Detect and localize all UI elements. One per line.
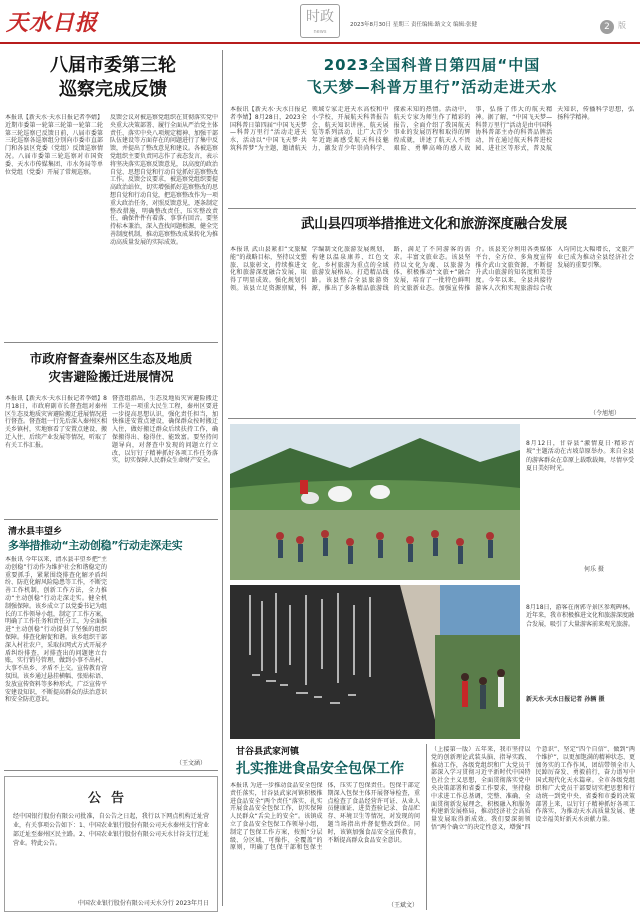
article-title-science-day bbox=[230, 54, 634, 98]
title-line-2: 飞天梦—科普万里行”活动走进天水 bbox=[306, 78, 558, 96]
photo-graphic bbox=[230, 424, 520, 580]
date-line: 2023年8月30日 星期三 责任编辑:路文文 编辑:张健 bbox=[350, 22, 477, 28]
article-body: 本报讯【新天水·天水日报记者李婧】8月28日，2023全国科普日第四届“中国飞天梦—科普万里行”活动走进天水，活动以“中国飞天梦·共筑科普梦”为主题，邀请航天领域专家走进天水高校和中小学校，开展航天科普报告会、航天知识讲座、航天展览等系列活动，让广大青少年近距离感受航天科技魅力，激发青少年崇尚科学、探索未知的热情。活动中，航天专家为师生作了精彩的报告，全面介绍了我国航天事业的发展历程和取得的辉煌成就，讲述了航天人不畏艰险、勇攀高峰的感人故事，弘扬了伟大的航天精神。据了解，“中国飞天梦—科普万里行”活动是由中国科协科普部主办的科普品牌活动，旨在通过航天科普进校园、进社区等形式，普及航天知识，传播科学思想，弘扬科学精神。 bbox=[230, 106, 634, 152]
notice-signature: 中国农业银行股份有限公司天水分行 2023年月日 bbox=[77, 900, 209, 907]
newspaper-logo: 天水日报 bbox=[6, 10, 99, 36]
article-title-food-safety: 扎实推进食品安全包保工作 bbox=[236, 761, 404, 777]
photo-credit: 何乐 摄 bbox=[584, 566, 604, 573]
section-badge bbox=[300, 4, 340, 38]
article-body: 本报讯 今年以来，清水县丰望乡把“主动创稳”行动作为维护社会和谐稳定的重要抓手，紧紧围绕排查化解矛盾纠纷、防范化解风险隐患等工作，不断完善工作机制，创新工作方法，全力推动“主动创稳”行动走深走实。健全机制强保障。该乡成立了以党委书记为组长的工作领导小组，制定了工作方案，明确了工作任务和责任分工，为全面推进“主动创稳”行动提供了坚强的组织保障。排查化解促和谐。该乡组织干部深入村社农户，采取拉网式方式开展矛盾纠纷排查，对排查出的问题建立台账，实行销号管理，做到小事不出村、大事不出乡、矛盾不上交。宣传教育营氛围。该乡通过悬挂横幅、张贴标语、发放宣传资料等多种形式，广泛宣传平安建设知识，不断提高群众的法治意识和安全防范意识。 bbox=[5, 556, 107, 704]
article-lead: 本报讯【新天水·天水日报记者李婧】近期市委第一轮第三轮第一轮第二轮第三轮巡察已反馈日前，八届市委第三轮巡察各巡察组分别向市委市直部门和各县区党委（党组）反馈巡察情况。八届市委第三轮巡察对市国资委、天水市传媒集团、市水务局等单位党组（党委）开展了常规巡察。 bbox=[5, 114, 103, 176]
article-kicker: 清水县丰望乡 bbox=[8, 527, 63, 537]
photo-credit: 新天水·天水日报记者 孙辆 摄 bbox=[526, 696, 605, 703]
stele-forest-photo bbox=[230, 585, 520, 739]
article-author: （令旭旭） bbox=[590, 410, 621, 417]
article-author: （王文涵） bbox=[176, 760, 207, 767]
article-author: （王斌文） bbox=[388, 902, 419, 909]
divider bbox=[4, 342, 218, 343]
article-title-wushan: 武山县四项举措推进文化和旅游深度融合发展 bbox=[301, 216, 567, 232]
divider bbox=[4, 770, 218, 771]
article-body: 督查组指出，生态及地质灾害避险搬迁工作是一项重大民生工程，秦州区要进一步提高思想认识，强化责任担当，加快推进安置点建设，确保群众按时搬迁入住，做好搬迁群众后续扶持工作，确保搬得出、稳得住、能致富。要坚持问题导向，对督查中发现的问题立行立改，以钉钉子精神抓好各项工作任务落实，切实保障人民群众生命财产安全。 bbox=[112, 395, 218, 465]
page-number: 2 bbox=[600, 20, 614, 34]
title-line-1: 八届市委第三轮 bbox=[50, 55, 176, 76]
column-divider bbox=[222, 50, 223, 906]
article-body-continued bbox=[112, 556, 218, 756]
article-kicker: 甘谷县武家河镇 bbox=[236, 747, 300, 757]
article-lead: 本报讯【新天水·天水日报记者李婧】8月18日，市政府副市长督查组对秦州区生态及地质灾害避险搬迁进展情况进行督查。督查组一行先后深入秦州区相关乡镇村，实地察看了安置点建设、搬迁入住、后续产业发展等情况，听取了有关工作汇报。 bbox=[5, 395, 107, 449]
article-body: 本报讯 武山县紧扣“文旅赋能”的战略目标，坚持以文塑旅、以旅彰文，持续推进文化和旅游深度融合发展，取得了明显成效。强化规划引领。该县立足资源禀赋，科学编制文化旅游发展规划，构建以温泉康养、红色文化、乡村旅游为重点的全域旅游发展格局。打造精品线路。该县整合全县旅游资源，推出了多条精品旅游线路，满足了不同游客的需求。丰富文旅业态。该县坚持以文化为魂、以旅游为体，积极推动“文旅+”融合发展，培育了一批特色鲜明的文旅新业态。加强宣传推介。该县充分利用各类媒体平台，全方位、多角度宣传推介武山文旅资源，不断提升武山旅游的知名度和美誉度。今年以来，全县共接待游客人次和实现旅游综合收入均同比大幅增长，文旅产业已成为推动全县经济社会发展的重要引擎。 bbox=[230, 246, 634, 292]
title-line-1: 2023全国科普日第四届“中国 bbox=[323, 56, 541, 74]
title-line-2: 灾害避险搬迁进展情况 bbox=[48, 369, 174, 384]
article-title-inspection bbox=[18, 54, 208, 102]
title-line-2: 巡察完成反馈 bbox=[59, 79, 167, 100]
divider bbox=[426, 744, 427, 910]
photo-graphic bbox=[230, 585, 520, 739]
notice-heading: 公告 bbox=[87, 791, 134, 806]
continued-article-body: （上接第一版）五年来，我市坚持以党的创新理论武装头脑、指导实践、推动工作，各级党组织和广大党员干部深入学习贯彻习近平新时代中国特色社会主义思想，全面贯彻落实党中央决策部署和省委工作要求，坚持稳中求进工作总基调，完整、准确、全面贯彻新发展理念，积极融入和服务构建新发展格局，推动经济社会高质量发展取得新成效。我们要深刻领悟“两个确立”的决定性意义，增强“四个意识”、坚定“四个自信”、做到“两个维护”，以更加饱满的精神状态、更加务实的工作作风，团结带领全市人民踔厉奋发、勇毅前行，奋力谱写中国式现代化天水篇章。全市各级党组织和广大党员干部要切实把思想和行动统一到党中央、省委和市委的决策部署上来，以钉钉子精神抓好各项工作落实，为推动天水高质量发展、建设幸福美好新天水贡献力量。 bbox=[431, 746, 635, 831]
article-body: 反馈会议对被巡察党组织在贯彻落实党中央重大决策部署、履行全面从严治党主体责任、落实中央八项规定精神、加强干部队伍建设等方面存在的问题进行了集中反馈，并提出了整改意见和建议。各被巡察党组织主要负责同志作了表态发言，表示将坚决落实巡察反馈意见，以高度的政治自觉、思想自觉和行动自觉抓好巡察整改工作。反馈会议要求，被巡察党组织要提高政治站位，切实增强抓好巡察整改的思想自觉和行动自觉，把巡察整改作为一项重大政治任务，对照反馈意见，逐条制定整改措施，明确整改责任，压实整改责任，确保件件有着落、事事有回音。要坚持标本兼治，深入查找问题根源，健全完善制度机制，推动巡察整改成果转化为推动高质量发展的实际成效。 bbox=[110, 114, 218, 246]
divider bbox=[4, 519, 218, 520]
article-body: 本报讯 为进一步推动食品安全包保责任落实，甘谷县武家河镇积极推进食品安全“两个责任”落实，扎实开展食品安全包保工作，切实保障人民群众“舌尖上的安全”。该镇成立了食品安全包保工作领导小组，制定了包保工作方案，按照“分层级、分区域、可操作、全覆盖”的原则，明确了包保干部和包保主体，压实了包保责任。包保干部定期深入包保主体开展督导检查，重点检查了食品经营许可证、从业人员健康证、进货查验记录、食品贮存、环境卫生等情况，对发现的问题当场指出并督促整改到位。同时，该镇加强食品安全宣传教育，不断提高群众食品安全意识。 bbox=[230, 782, 420, 852]
divider bbox=[228, 208, 636, 209]
article-title-relocation bbox=[4, 350, 218, 386]
divider bbox=[228, 418, 636, 419]
photo-caption: 8月12日，甘谷县“激情夏日·精彩古坡”主题活动在古坡草原举办。来自全县的游客群众在草原上载歌载舞，尽情享受夏日美好时光。 bbox=[526, 440, 634, 473]
section-subtitle: news bbox=[313, 29, 327, 35]
notice-body: 经中国银行股份有限公司批准，自公告之日起，我行以下网点机构迁址营业，有关事项公告如下：1、中国农业银行股份有限公司天水秦州支行营业部迁址至秦州区民主路。2、中国农业银行股份有限公司天水甘谷支行迁址营业。特此公告。 bbox=[13, 813, 209, 847]
title-line-1: 市政府督查秦州区生态及地质 bbox=[29, 351, 193, 366]
edition-label: 版 bbox=[618, 21, 626, 30]
photo-caption: 8月18日，游客在南郭寺景区参观碑林。近年来，我市积极推进文化和旅游深度融合发展，吸引了大量游客前来观光旅游。 bbox=[526, 604, 634, 628]
grassland-festival-photo bbox=[230, 424, 520, 580]
article-title-stability: 多举措推动“主动创稳”行动走深走实 bbox=[8, 539, 183, 552]
section-title: 时政 bbox=[306, 9, 334, 25]
notice-box bbox=[4, 776, 218, 912]
